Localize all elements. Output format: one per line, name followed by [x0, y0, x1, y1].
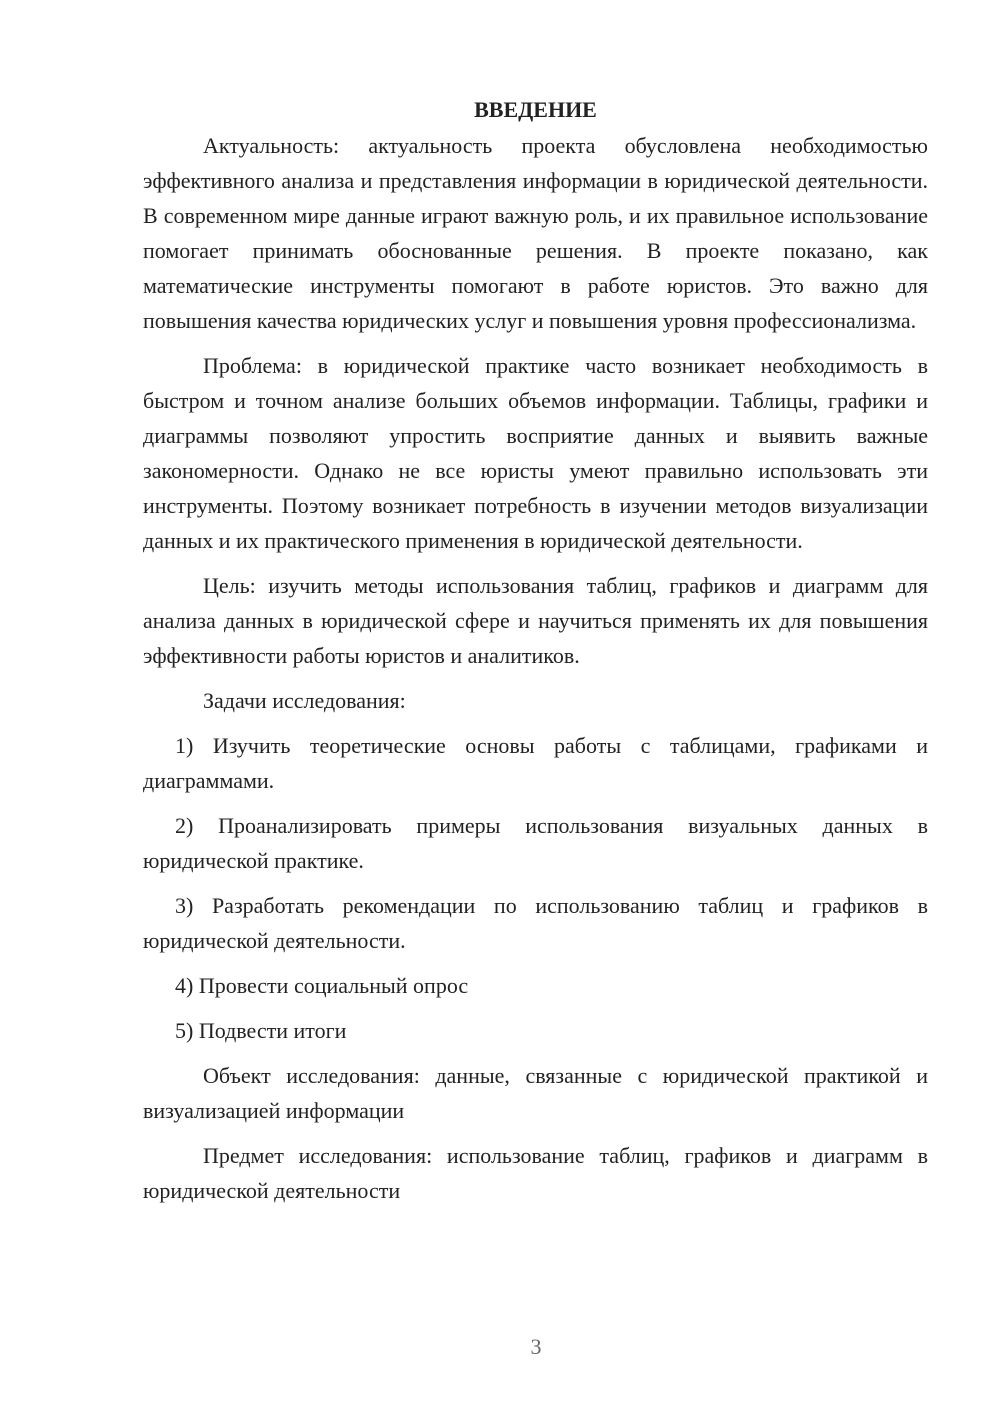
- object-paragraph: Объект исследования: данные, связанные с юридической практикой и визуализацией информации: [143, 1063, 928, 1123]
- task-item-3: 3) Разработать рекомендации по использованию таблиц и графиков в юридической деятельности.: [143, 893, 928, 953]
- task-item-2: 2) Проанализировать примеры использования визуальных данных в юридической практике.: [143, 813, 928, 873]
- task-item-4: 4) Провести социальный опрос: [175, 973, 469, 998]
- relevance-paragraph: Актуальность: актуальность проекта обусловлена необходимостью эффективного анализа и представления информации в юридической деятельности. В современном мире данные играют важную роль, и их правильное использование помогает принимать обоснованные решения. В проекте показано, как математические инструменты помогают в работе юристов. Это важно для повышения качества юридических услуг и повышения уровня профессионализма.: [143, 133, 928, 333]
- task-item-1: 1) Изучить теоретические основы работы с таблицами, графиками и диаграммами.: [143, 733, 928, 793]
- page-number: 3: [530, 1334, 542, 1359]
- page-body: [143, 92, 928, 1218]
- subject-paragraph: Предмет исследования: использование таблиц, графиков и диаграмм в юридической деятельности: [143, 1143, 928, 1203]
- task-item-5: 5) Подвести итоги: [175, 1018, 347, 1043]
- section-heading: ВВЕДЕНИЕ: [474, 97, 597, 122]
- problem-paragraph: Проблема: в юридической практике часто возникает необходимость в быстром и точном анализе больших объемов информации. Таблицы, графики и диаграммы позволяют упростить восприятие данных и выявить важные закономерности. Однако не все юристы умеют правильно использовать эти инструменты. Поэтому возникает потребность в изучении методов визуализации данных и их практического применения в юридической деятельности.: [143, 353, 928, 553]
- tasks-label: Задачи исследования:: [203, 688, 406, 713]
- goal-paragraph: Цель: изучить методы использования таблиц, графиков и диаграмм для анализа данных в юридической сфере и научиться применять их для повышения эффективности работы юристов и аналитиков.: [143, 573, 928, 668]
